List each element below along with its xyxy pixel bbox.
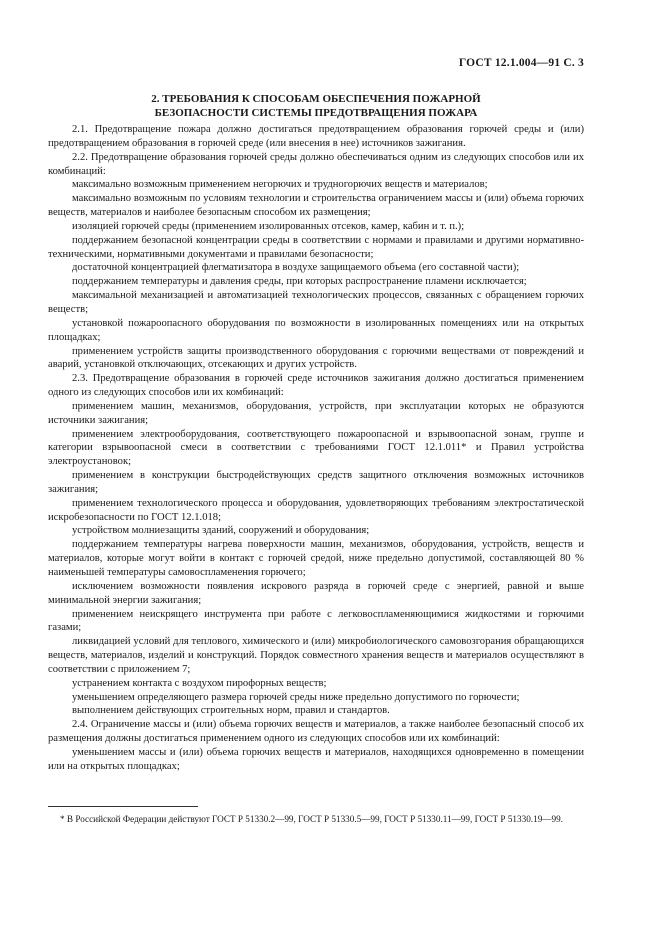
paragraph: уменьшением определяющего размера горючей среды ниже предельно допустимого по горючести; [72, 691, 520, 703]
paragraph: 2.3. Предотвращение образования в горючей среде источников зажигания должно достигаться применением одного из следующих способов или их комбинаций: [48, 373, 584, 399]
paragraph: уменьшением массы и (или) объема горючих веществ и материалов, находящихся одновременно в помещении или на открытых площадках; [48, 746, 584, 772]
paragraph: поддержанием температуры нагрева поверхности машин, механизмов, оборудования, устройств, веществ и материалов, которые могут войти в контакт с горючей средой, ниже предельно допустимой, составляющей 80 % наименьшей температуры самовоспламенения горючего; [48, 539, 584, 578]
paragraph: достаточной концентрацией флегматизатора в воздухе защищаемого объема (его составной части); [72, 262, 520, 274]
section-title-line-2: БЕЗОПАСНОСТИ СИСТЕМЫ ПРЕДОТВРАЩЕНИЯ ПОЖАРА [154, 107, 478, 119]
paragraph: применением в конструкции быстродействующих средств защитного отключения возможных источников зажигания; [48, 470, 584, 495]
footnote: * В Российской Федерации действуют ГОСТ Р 51330.2—99, ГОСТ Р 51330.5—99, ГОСТ Р 51330.11—99, ГОСТ Р 51330.19—99. [60, 814, 563, 824]
paragraph: максимально возможным по условиям технологии и строительства ограничением массы и (или) объема горючих веществ, материалов и наиболее безопасным способом их размещения; [48, 193, 584, 219]
paragraph: применением электрооборудования, соответствующего пожароопасной и взрывоопасной зонам, группе и категории взрывоопасной смеси в соответствии с требованиями ГОСТ 12.1.011* и Правил устройства электроустановок; [48, 428, 584, 468]
section-title [48, 92, 584, 120]
paragraph: ликвидацией условий для теплового, химического и (или) микробиологического самовозгорания обращающихся веществ, материалов, изделий и конструкций. Порядок совместного хранения веществ и материалов осуществляют в соответствии с приложением 7; [48, 636, 584, 675]
body-text [48, 123, 584, 774]
paragraph: максимальной механизацией и автоматизацией технологических процессов, связанных с обращением горючих веществ; [48, 290, 584, 315]
paragraph: поддержанием безопасной концентрации среды в соответствии с нормами и правилами и другими нормативно-техническими, нормативными документами и правилами безопасности; [48, 234, 584, 260]
paragraph: применением устройств защиты производственного оборудования с горючими веществами от повреждений и аварий, установкой отключающих, отсекающих и других устройств. [48, 345, 584, 371]
page-header: ГОСТ 12.1.004—91 С. 3 [458, 57, 584, 69]
paragraph: применением машин, механизмов, оборудования, устройств, при эксплуатации которых не образуются источники зажигания; [48, 400, 584, 426]
paragraph: 2.1. Предотвращение пожара должно достигаться предотвращением образования горючей среды и (или) предотвращением образования в горючей среде (или внесения в нее) источников зажигания. [48, 124, 584, 149]
paragraph: выполнением действующих строительных норм, правил и стандартов. [72, 705, 390, 717]
paragraph: применением технологического процесса и оборудования, удовлетворяющих требованиям электростатической искробезопасности по ГОСТ 12.1.018; [48, 497, 584, 523]
paragraph: поддержанием температуры и давления среды, при которых распространение пламени исключается; [72, 276, 527, 288]
paragraph: устранением контакта с воздухом пирофорных веществ; [72, 677, 327, 689]
footnote-divider [48, 806, 198, 807]
paragraph: максимально возможным применением негорючих и трудногорючих веществ и материалов; [72, 179, 488, 191]
paragraph: применением неискрящего инструмента при работе с легковоспламеняющимися жидкостями и горючими газами; [48, 608, 584, 634]
paragraph: установкой пожароопасного оборудования по возможности в изолированных помещениях или на открытых площадках; [48, 317, 584, 343]
paragraph: изоляцией горючей среды (применением изолированных отсеков, камер, кабин и т. п.); [72, 220, 465, 232]
paragraph: 2.2. Предотвращение образования горючей среды должно обеспечиваться одним из следующих способов или их комбинаций: [48, 151, 584, 177]
paragraph: 2.4. Ограничение массы и (или) объема горючих веществ и материалов, а также наиболее безопасный способ их размещения должны достигаться применением одного из следующих способов или их комбинаций: [48, 719, 584, 745]
section-title-line-1: 2. ТРЕБОВАНИЯ К СПОСОБАМ ОБЕСПЕЧЕНИЯ ПОЖАРНОЙ [151, 93, 481, 105]
paragraph: устройством молниезащиты зданий, сооружений и оборудования; [72, 525, 370, 537]
paragraph: исключением возможности появления искрового разряда в горючей среде с энергией, равной и выше минимальной энергии зажигания; [48, 580, 584, 606]
